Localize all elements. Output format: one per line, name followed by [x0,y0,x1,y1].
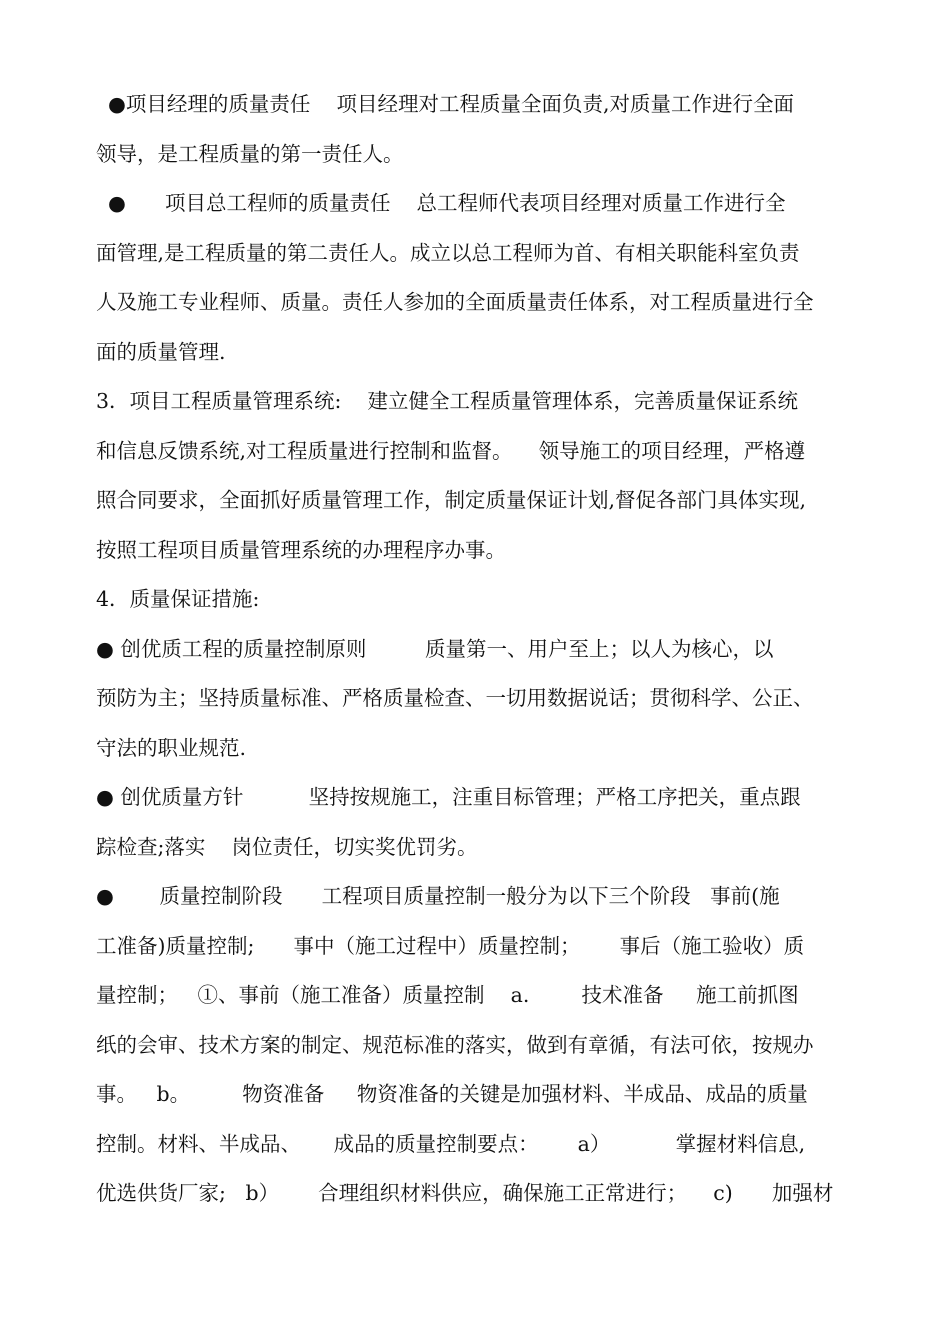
paragraph-line: ●项目经理的质量责任 项目经理对工程质量全面负责,对质量工作进行全面 [108,92,794,116]
paragraph-line: 面的质量管理. [96,340,226,364]
paragraph-line: 领导，是工程质量的第一责任人。 [96,142,404,166]
paragraph-line: 预防为主；坚持质量标准、严格质量检查、一切用数据说话；贯彻科学、公正、 [96,686,814,710]
paragraph-line: 工准备)质量控制; 事中（施工过程中）质量控制； 事后（施工验收）质 [96,934,805,958]
paragraph-line: 和信息反馈系统,对工程质量进行控制和监督。 领导施工的项目经理，严格遵 [96,439,806,463]
section-heading: 4．质量保证措施: [96,587,260,611]
paragraph-line: 事。 b。 物资准备 物资准备的关键是加强材料、半成品、成品的质量 [96,1082,808,1106]
paragraph-line: 纸的会审、技术方案的制定、规范标准的落实，做到有章循，有法可依，按规办 [96,1033,814,1057]
paragraph-line: 按照工程项目质量管理系统的办理程序办事。 [96,538,506,562]
paragraph-line: 照合同要求，全面抓好质量管理工作，制定质量保证计划,督促各部门具体实现, [96,488,807,512]
paragraph-line: 优选供货厂家; b） 合理组织材料供应，确保施工正常进行； c) 加强材 [96,1181,834,1205]
paragraph-line: ● 质量控制阶段 工程项目质量控制一般分为以下三个阶段 事前(施 [96,884,780,908]
paragraph-line: ● 创优质量方针 坚持按规施工，注重目标管理；严格工序把关，重点跟 [96,785,801,809]
paragraph-line: ● 项目总工程师的质量责任 总工程师代表项目经理对质量工作进行全 [108,191,786,215]
paragraph-line: 3．项目工程质量管理系统: 建立健全工程质量管理体系，完善质量保证系统 [96,389,799,413]
paragraph-line: 踪检查;落实 岗位责任，切实奖优罚劣。 [96,835,478,859]
paragraph-line: ● 创优质工程的质量控制原则 质量第一、用户至上；以人为核心，以 [96,637,774,661]
paragraph-line: 人及施工专业程师、质量。责任人参加的全面质量责任体系，对工程质量进行全 [96,290,814,314]
paragraph-line: 控制。材料、半成品、 成品的质量控制要点： a） 掌握材料信息, [96,1132,806,1156]
paragraph-line: 守法的职业规范. [96,736,247,760]
paragraph-line: 面管理,是工程质量的第二责任人。成立以总工程师为首、有相关职能科室负责 [96,241,800,265]
paragraph-line: 量控制； ①、事前（施工准备）质量控制 a. 技术准备 施工前抓图 [96,983,799,1007]
